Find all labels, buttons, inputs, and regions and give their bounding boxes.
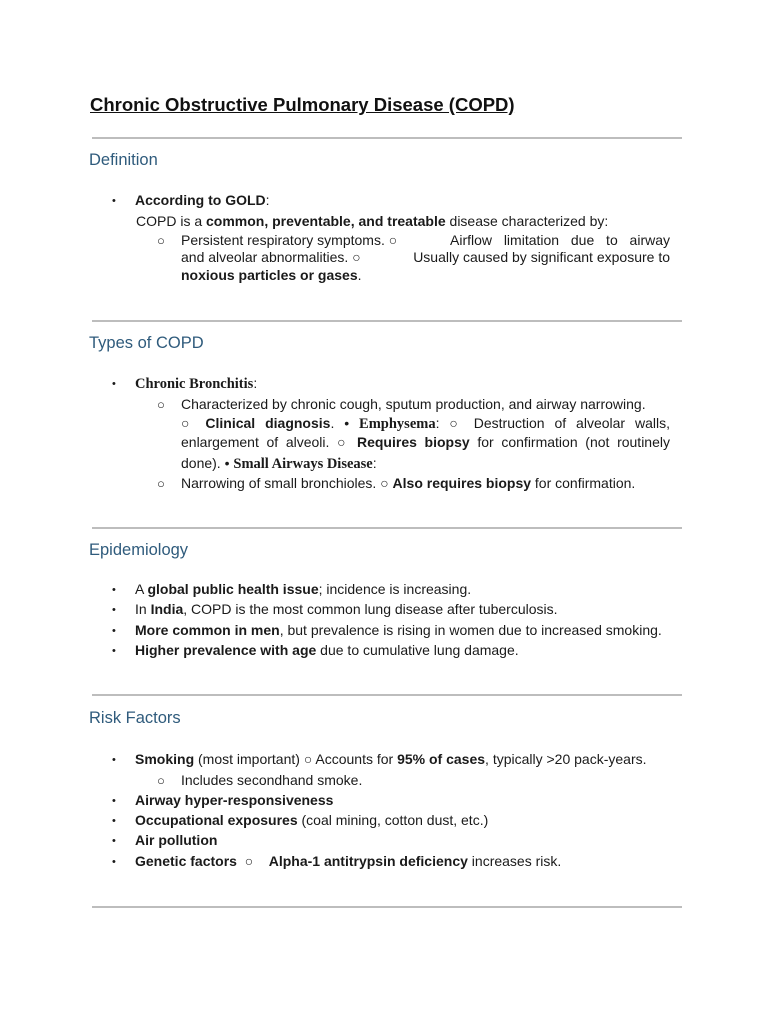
section-divider <box>92 137 682 139</box>
bullet-marker: • <box>112 645 116 657</box>
bullet-marker: • <box>112 584 116 596</box>
text-run: increases risk. <box>467 853 562 869</box>
bold-text: Genetic factors <box>135 853 237 869</box>
sub-bullet-marker: ○ <box>157 397 165 412</box>
text-run: , typically >20 pack-years. <box>485 751 647 767</box>
text-run: . <box>357 267 362 283</box>
text-run: for confirmation. <box>531 475 636 491</box>
types-sub-line-3 <box>181 434 670 451</box>
text-run: In <box>135 601 151 617</box>
risk-item-occupational <box>135 812 488 829</box>
bold-text: Occupational exposures <box>135 812 298 828</box>
bold-text: More common in men <box>135 622 280 638</box>
risk-item-air-pollution <box>135 832 217 849</box>
risk-sub-secondhand: Includes secondhand smoke. <box>181 772 363 788</box>
text-run: , COPD is the most common lung disease after tuberculosis. <box>183 601 558 617</box>
text-run: COPD is a <box>136 213 207 229</box>
section-heading-definition: Definition <box>89 151 158 169</box>
epidemiology-item-4 <box>135 642 519 659</box>
sub-bullet-marker: ○ <box>157 233 165 248</box>
copd-definition-line <box>136 213 608 230</box>
gold-label: According to GOLD <box>135 192 266 208</box>
colon-text: : <box>253 375 258 391</box>
section-heading-epidemiology: Epidemiology <box>89 541 189 559</box>
text-run: done). • <box>181 455 234 471</box>
serif-bold-text: Chronic Bronchitis <box>135 376 254 392</box>
epidemiology-item-1 <box>135 581 471 598</box>
section-divider <box>92 906 682 908</box>
sub-bullet-marker: ○ <box>157 476 165 491</box>
bold-text: Requires biopsy <box>356 434 470 450</box>
bullet-marker: • <box>112 625 116 637</box>
text-run: ○ <box>181 415 206 431</box>
types-sub-line-4 <box>181 455 377 473</box>
bold-text: Smoking <box>135 751 195 767</box>
epidemiology-item-2 <box>135 601 558 618</box>
definition-gold-item <box>135 192 270 209</box>
serif-bold-text: Emphysema <box>359 416 436 432</box>
text-run: Usually caused by significant exposure to <box>413 249 670 265</box>
risk-item-smoking <box>135 751 647 768</box>
bullet-marker: • <box>112 195 116 207</box>
text-run: . • <box>330 415 360 431</box>
risk-item-genetic <box>135 853 561 870</box>
text-run: (most important) ○ Accounts for <box>194 751 398 767</box>
text-run: disease characterized by: <box>445 213 609 229</box>
section-heading-risk-factors: Risk Factors <box>89 709 181 727</box>
bold-text: common, preventable, and treatable <box>206 213 446 229</box>
bold-text: Clinical diagnosis <box>205 415 331 431</box>
types-sub-line-1: Characterized by chronic cough, sputum production, and airway narrowing. <box>181 396 646 412</box>
bullet-marker: • <box>112 856 116 868</box>
bold-text: India <box>150 601 184 617</box>
chronic-bronchitis-item <box>135 375 257 393</box>
section-divider <box>92 527 682 529</box>
bullet-marker: • <box>112 835 116 847</box>
bold-text: 95% of cases <box>397 751 486 767</box>
risk-item-airway <box>135 792 333 809</box>
text-run: Persistent respiratory symptoms. ○ <box>181 232 398 248</box>
bullet-marker: • <box>112 604 116 616</box>
bold-text: Air pollution <box>135 832 218 848</box>
text-run: Airflow limitation due to airway <box>450 232 670 248</box>
text-run: ; incidence is increasing. <box>318 581 472 597</box>
document-title: Chronic Obstructive Pulmonary Disease (COPD) <box>90 94 515 115</box>
text-run: ○ <box>236 853 269 869</box>
bold-text: Also requires biopsy <box>392 475 532 491</box>
colon-text: : <box>265 192 270 208</box>
text-run: : <box>372 455 377 471</box>
text-run: Narrowing of small bronchioles. ○ <box>181 475 393 491</box>
bold-text: Alpha-1 antitrypsin deficiency <box>268 853 468 869</box>
text-run: due to cumulative lung damage. <box>316 642 519 658</box>
bullet-marker: • <box>112 815 116 827</box>
bullet-marker: • <box>112 378 116 390</box>
definition-sub-line-1 <box>181 232 670 249</box>
epidemiology-item-3 <box>135 622 662 639</box>
bold-text: Airway hyper-responsiveness <box>135 792 334 808</box>
bold-text: noxious particles or gases <box>181 267 358 283</box>
bullet-marker: • <box>112 754 116 766</box>
section-heading-types: Types of COPD <box>89 334 204 352</box>
section-divider <box>92 694 682 696</box>
text-run: for confirmation (not routinely <box>469 434 670 450</box>
bold-text: global public health issue <box>147 581 319 597</box>
sub-bullet-marker: ○ <box>157 773 165 788</box>
bullet-marker: • <box>112 795 116 807</box>
text-run: : ○ Destruction of alveolar walls, <box>435 415 670 431</box>
text-run: enlargement of alveoli. ○ <box>181 434 357 450</box>
section-divider <box>92 320 682 322</box>
text-run: (coal mining, cotton dust, etc.) <box>297 812 489 828</box>
definition-sub-line-2 <box>181 249 670 266</box>
types-sub-line-5 <box>181 475 635 492</box>
text-run: A <box>135 581 148 597</box>
serif-bold-text: Small Airways Disease <box>233 456 373 472</box>
text-run: and alveolar abnormalities. ○ <box>181 249 361 265</box>
definition-sub-line-3 <box>181 267 362 284</box>
text-run: , but prevalence is rising in women due to increased smoking. <box>279 622 662 638</box>
types-sub-line-2 <box>181 415 670 433</box>
bold-text: Higher prevalence with age <box>135 642 317 658</box>
